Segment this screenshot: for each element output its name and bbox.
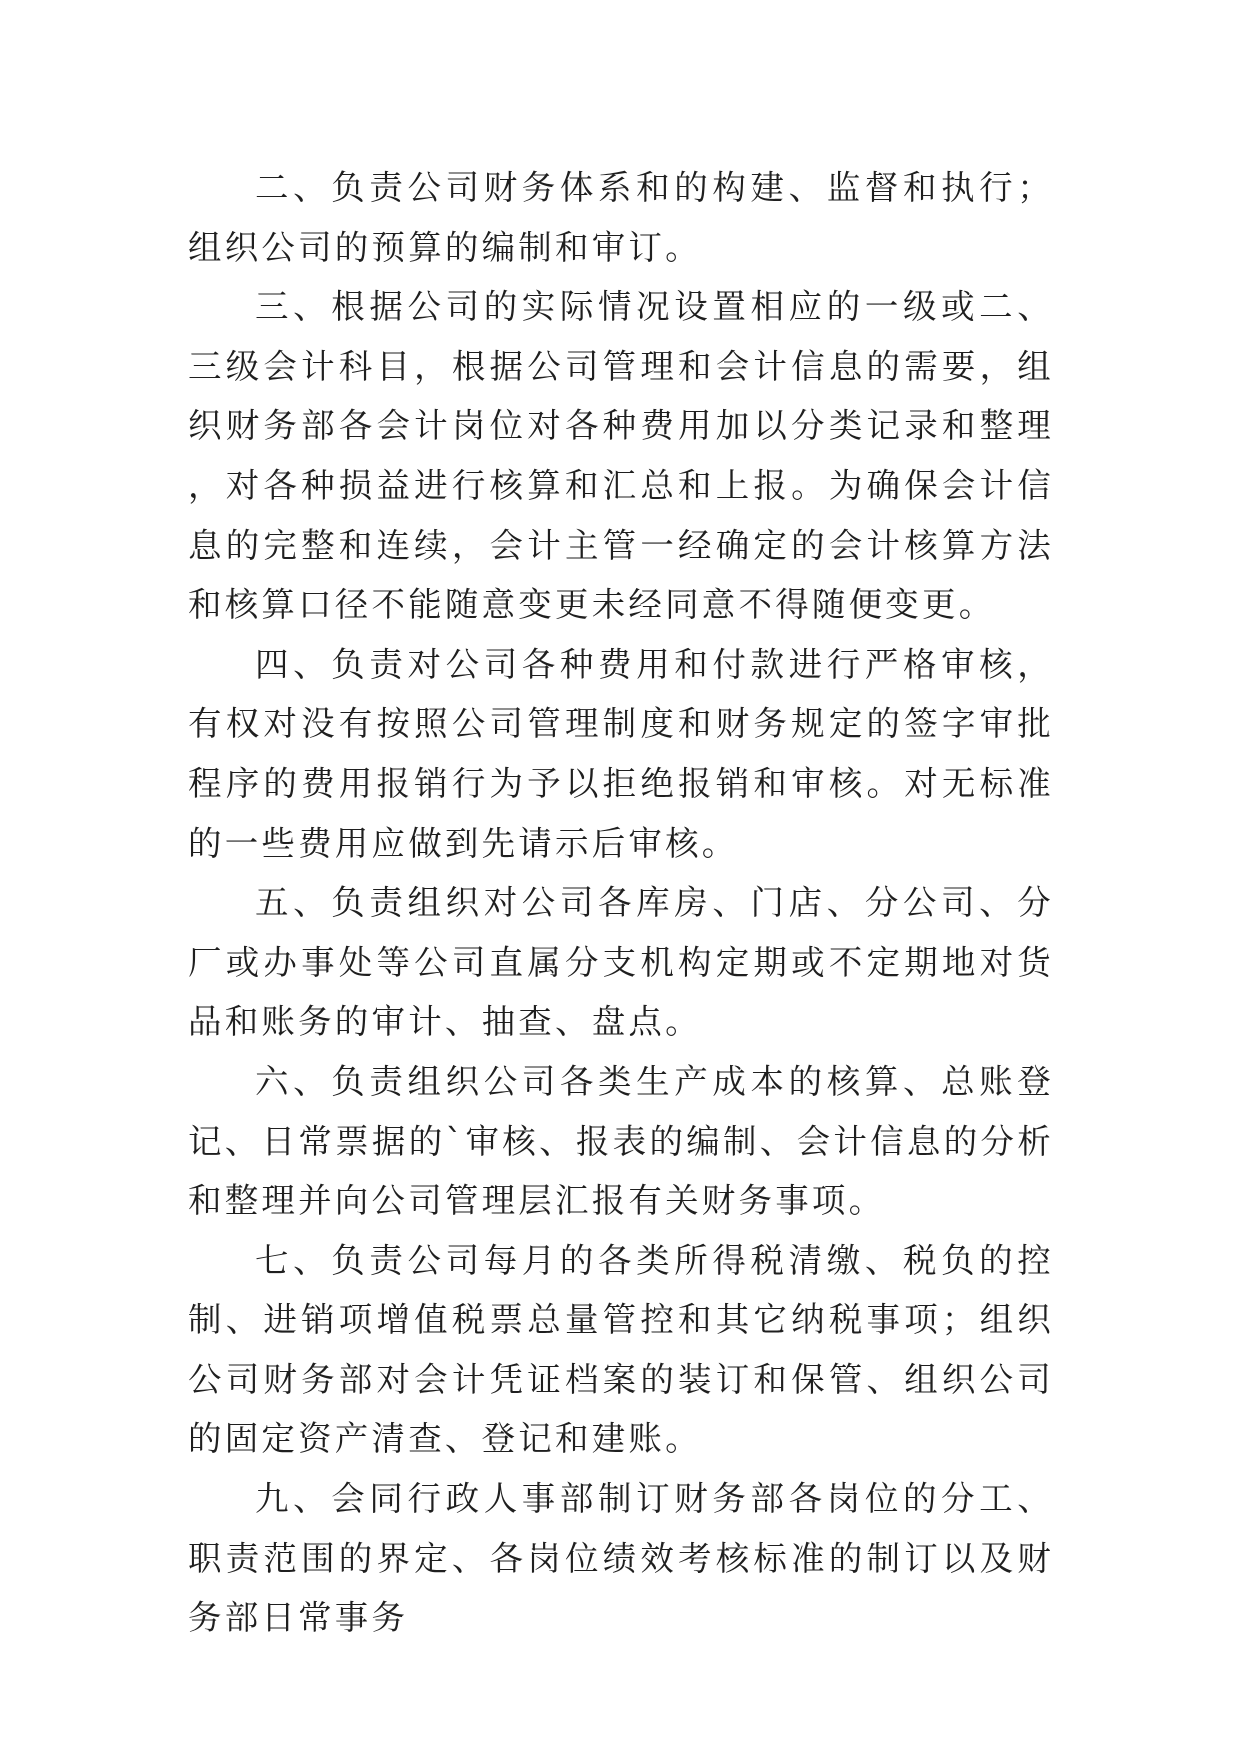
paragraph-4: 四、负责对公司各种费用和付款进行严格审核，有权对没有按照公司管理制度和财务规定的签字审批程序的费用报销行为予以拒绝报销和审核。对无标准的一些费用应做到先请示后审核。 xyxy=(188,644,1054,863)
document-body xyxy=(188,158,1054,1648)
paragraph-9: 九、会同行政人事部制订财务部各岗位的分工、职责范围的界定、各岗位绩效考核标准的制订以及财务部日常事务 xyxy=(188,1479,1054,1638)
paragraph-3: 三、根据公司的实际情况设置相应的一级或二、三级会计科目，根据公司管理和会计信息的需要，组织财务部各会计岗位对各种费用加以分类记录和整理，对各种损益进行核算和汇总和上报。为确保会计信息的完整和连续，会计主管一经确定的会计核算方法和核算口径不能随意变更未经同意不得随便变更。 xyxy=(188,287,1054,625)
paragraph-2: 二、负责公司财务体系和的构建、监督和执行；组织公司的预算的编制和审订。 xyxy=(188,168,1054,267)
paragraph-6: 六、负责组织公司各类生产成本的核算、总账登记、日常票据的`审核、报表的编制、会计信息的分析和整理并向公司管理层汇报有关财务事项。 xyxy=(188,1061,1054,1221)
paragraph-5: 五、负责组织对公司各库房、门店、分公司、分厂或办事处等公司直属分支机构定期或不定期地对货品和账务的审计、抽查、盘点。 xyxy=(188,883,1054,1042)
paragraph-7: 七、负责公司每月的各类所得税清缴、税负的控制、进销项增值税票总量管控和其它纳税事项；组织公司财务部对会计凭证档案的装订和保管、组织公司的固定资产清查、登记和建账。 xyxy=(188,1240,1054,1459)
